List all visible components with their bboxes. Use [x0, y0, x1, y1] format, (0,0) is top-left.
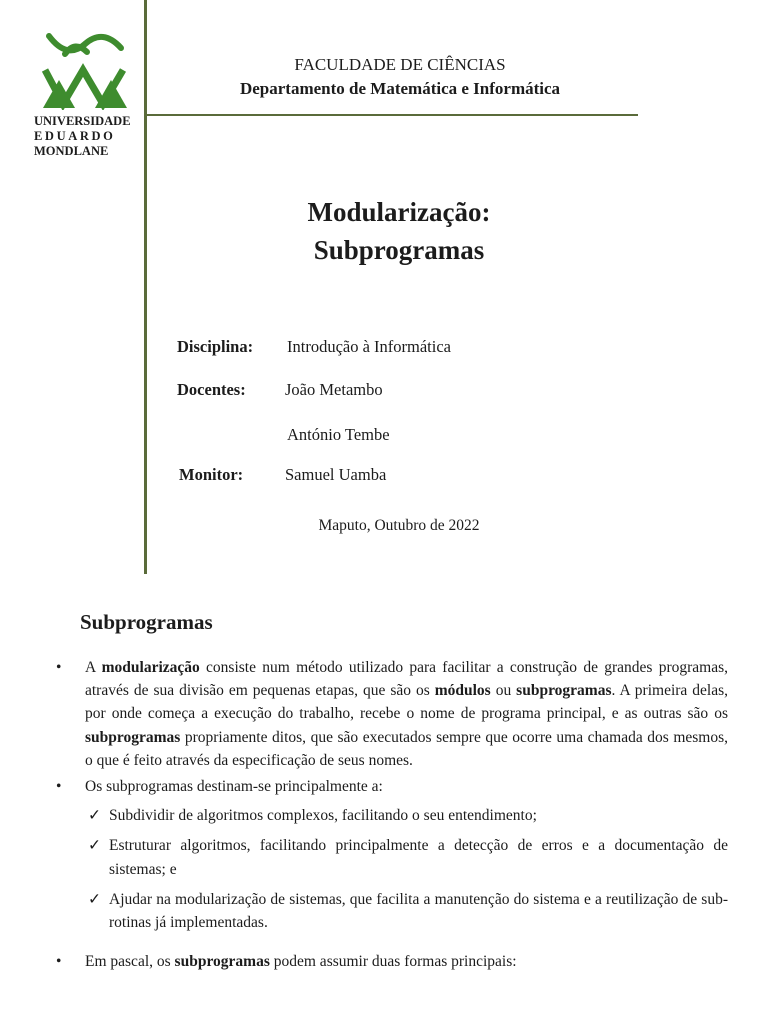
bullet-icon: •: [56, 659, 62, 676]
bullet-item: [56, 950, 728, 973]
checkmark-icon: ✓: [88, 890, 101, 908]
bullet-text: [85, 778, 383, 795]
teachers-label: Docentes:: [177, 380, 246, 399]
university-name: [34, 114, 134, 159]
university-logo: [34, 30, 134, 159]
bullet-list: [56, 656, 728, 976]
text-run: ou: [490, 682, 517, 700]
university-name-line: EDUARDO: [34, 129, 116, 143]
bullet-text: [85, 659, 728, 769]
title-line: Modularização:: [307, 197, 491, 227]
document-title: [146, 193, 652, 269]
checklist-text: Subdividir de algoritmos complexos, facilitando o seu entendimento;: [109, 807, 537, 825]
bullet-icon: •: [56, 953, 62, 971]
text-run: consiste num método utilizado para facilitar a construção de grandes programas, através de sua divisão em pequenas etapas, que são os: [85, 659, 729, 700]
teacher-value: António Tembe: [287, 425, 390, 444]
university-name-line: UNIVERSIDADE: [34, 114, 131, 128]
university-emblem-icon: [39, 30, 131, 110]
section-heading: Subprogramas: [80, 610, 213, 634]
department-name: Departamento de Matemática e Informática: [239, 79, 561, 98]
university-name-line: MONDLANE: [34, 144, 109, 158]
bullet-item: [56, 656, 728, 772]
text-run: Os subprogramas destinam-se principalmente a:: [85, 778, 383, 796]
bold-term: subprogramas: [516, 682, 612, 700]
title-line: Subprogramas: [313, 235, 485, 265]
text-run: A: [85, 659, 102, 676]
bold-term: modularização: [101, 659, 200, 676]
bold-term: subprogramas: [85, 728, 181, 746]
checkmark-icon: ✓: [88, 807, 101, 825]
checklist-item: [56, 804, 728, 827]
monitor-label: Monitor:: [179, 465, 244, 484]
checklist-text: Estruturar algoritmos, facilitando principalmente a detecção de erros e a documentação de sistemas; e: [109, 837, 728, 878]
checkmark-icon: ✓: [88, 837, 101, 855]
text-run: podem assumir duas formas principais:: [269, 953, 517, 971]
bold-term: subprogramas: [174, 953, 270, 971]
bullet-text: [85, 953, 517, 970]
checklist-text: Ajudar na modularização de sistemas, que facilita a manutenção do sistema e a reutilização de sub-rotinas já implementadas.: [109, 890, 728, 932]
checklist: [56, 804, 728, 934]
teacher-value: João Metambo: [285, 380, 383, 399]
text-run: Em pascal, os: [85, 953, 175, 971]
checklist-item: [56, 888, 728, 934]
text-run: . A primeira delas, por onde começa a execução do trabalho, recebe o nome de programa principal, e as outras são os: [85, 682, 728, 723]
text-run: propriamente ditos, que são executados sempre que ocorre uma chamada dos mesmos, o que é feito através da especificação de seus nomes.: [85, 728, 728, 769]
bullet-item: [56, 775, 728, 798]
discipline-value: Introdução à Informática: [287, 337, 452, 356]
discipline-label: Disciplina:: [177, 337, 254, 356]
bold-term: módulos: [434, 682, 491, 700]
horizontal-divider: [146, 114, 638, 116]
faculty-name: FACULDADE DE CIÊNCIAS: [294, 55, 506, 74]
checklist-item: [56, 834, 728, 880]
place-date: Maputo, Outubro de 2022: [318, 517, 480, 534]
monitor-value: Samuel Uamba: [285, 465, 387, 484]
bullet-icon: •: [56, 778, 62, 796]
